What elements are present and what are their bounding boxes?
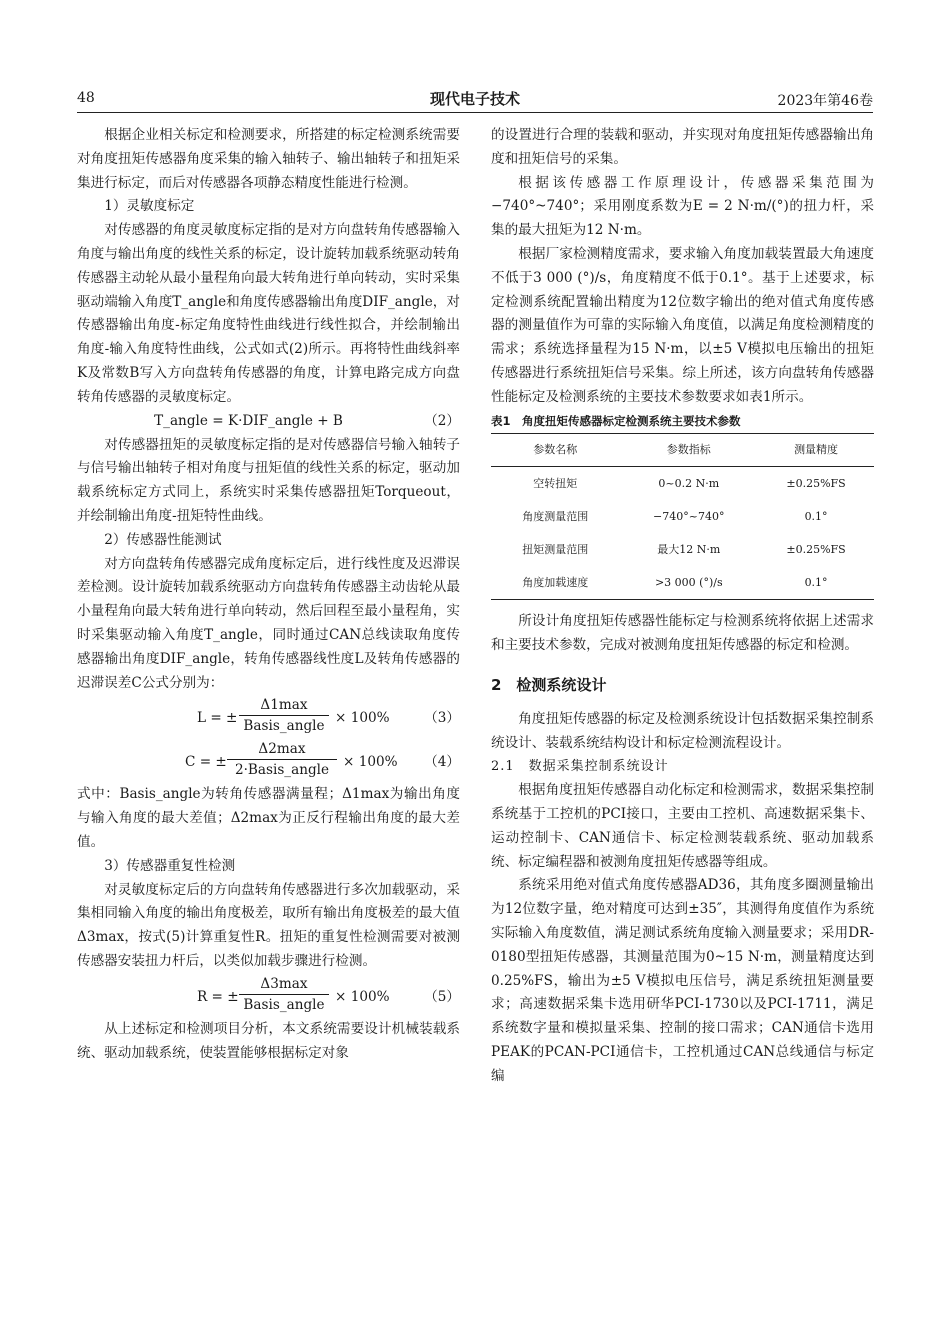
paragraph: 根据角度扭矩传感器自动化标定和检测需求，数据采集控制系统基于工控机的PCI接口，主要由工控机、高速数据采集卡、运动控制卡、CAN通信卡、标定检测装载系统、驱动加载系统、标定编程器和被测角度扭矩传感器等组成。 — [491, 782, 874, 870]
formula-5 — [77, 974, 460, 1018]
formula-fraction — [227, 739, 337, 780]
right-column — [491, 124, 874, 1089]
formula-expression: T_angle = K·DIF_angle + B — [154, 412, 343, 429]
formula-number: （2） — [424, 412, 460, 429]
fraction-denominator: Basis_angle — [243, 718, 325, 735]
paragraph: 所设计角度扭矩传感器性能标定与检测系统将依据上述需求和主要技术参数，完成对被测角度扭矩传感器的标定和检测。 — [491, 613, 874, 654]
table-cell: 角度加载速度 — [491, 566, 619, 600]
table-cell: 0~0.2 N·m — [658, 476, 720, 490]
table-cell: 扭矩测量范围 — [522, 542, 589, 556]
formula-3 — [77, 695, 460, 739]
table-cell: 0.1° — [758, 566, 874, 600]
table-header-cell: 参数名称 — [491, 434, 619, 467]
table-cell: ±0.25%FS — [786, 476, 846, 490]
paragraph: 根据厂家检测精度需求，要求输入角度加载装置最大角速度不低于3 000 (°)/s，角度精度不低于0.1°。基于上述要求，标定检测系统配置输出精度为12位数字输出的绝对值式角度传感器的测量值作为可靠的实际输入角度值，以满足角度检测精度的需求；系统选择量程为15 N·m，以±5 V模拟电压输出的扭矩传感器进行系统扭矩信号采集。综上所述，该方向盘转角传感器性能标定及检测系统的主要技术参数要求如表1所示。 — [491, 245, 874, 405]
paragraph: 对灵敏度标定后的方向盘转角传感器进行多次加载驱动，采集相同输入角度的输出角度极差，取所有输出角度极差的最大值Δ3max，按式(5)计算重复性R。扭矩的重复性检测需要对被测传感器安装扭力杆后，以类似加载步骤进行检测。 — [77, 881, 460, 969]
paragraph: 对传感器的角度灵敏度标定指的是对方向盘转角传感器输入角度与输出角度的线性关系的标定，设计旋转加载系统驱动转角传感器主动轮从最小量程角向最大转角进行单向转动，实时采集驱动端输入角度T_angle和角度传感器输出角度DIF_angle，对传感器输出角度-标定角度特性曲线进行线性拟合，并绘制输出角度-输入角度特性曲线，公式如式(2)所示。再将特性曲线斜率K及常数B写入方向盘转角传感器的角度，计算电路完成方向盘转角传感器的灵敏度标定。 — [77, 222, 460, 405]
paragraph: 根据企业相关标定和检测要求，所搭建的标定检测系统需要对角度扭矩传感器角度采集的输入轴转子、输出轴转子和扭矩采集进行标定，而后对传感器各项静态精度性能进行检测。 — [77, 127, 460, 191]
paragraph: 式中：Basis_angle为转角传感器满量程；Δ1max为输出角度与输入角度的最大差值；Δ2max为正反行程输出角度的最大差值。 — [77, 786, 460, 850]
section-heading: 2 检测系统设计 — [491, 675, 607, 694]
left-column — [77, 124, 460, 1065]
paragraph: 对方向盘转角传感器完成角度标定后，进行线性度及迟滞误差检测。设计旋转加载系统驱动方向盘转角传感器主动齿轮从最小量程角向最大转角进行单向转动，然后回程至最小量程角，实时采集驱动输入角度T_angle，同时通过CAN总线读取角度传感器输出角度DIF_angle，转角传感器线性度L及转角传感器的迟滞误差C公式分别为： — [77, 555, 460, 691]
subsection-heading: 2）传感器性能测试 — [104, 531, 222, 548]
formula-fraction — [239, 974, 329, 1015]
paragraph: 系统采用绝对值式角度传感器AD36，其角度多圈测量输出为12位数字量，绝对精度可达到±35″，其测得角度值作为系统实际输入角度数值，满足测试系统角度输入测量要求；采用DR-0180型扭矩传感器，其测量范围为0~15 N·m，测量精度达到0.25%FS，输出为±5 V模拟电压信号，满足系统扭矩测量要求；高速数据采集卡选用研华PCI-1730以及PCI-1711，满足系统数字量和模拟量采集、控制的接口需求；CAN通信卡选用PEAK的PCAN-PCI通信卡，工控机通过CAN总线通信与标定编 — [491, 877, 874, 1084]
subsection-heading: 2.1 数据采集控制系统设计 — [491, 759, 669, 775]
issue-label: 2023年第46卷 — [777, 93, 873, 109]
table-header-cell: 参数指标 — [619, 434, 758, 467]
table-row — [491, 533, 874, 566]
table-row — [491, 500, 874, 533]
formula-rhs: × 100% — [335, 710, 390, 727]
table-caption: 表1 角度扭矩传感器标定检测系统主要技术参数 — [491, 413, 741, 428]
formula-lhs: R = ± — [197, 988, 239, 1005]
table-cell: 空转扭矩 — [533, 476, 578, 490]
table-cell: −740°~740° — [653, 509, 725, 523]
subsection-heading: 1）灵敏度标定 — [104, 198, 195, 215]
fraction-numerator: Δ1max — [239, 695, 329, 716]
table-header-cell: 测量精度 — [758, 434, 874, 467]
formula-4 — [77, 739, 460, 783]
table-cell: ±0.25%FS — [786, 542, 846, 556]
fraction-numerator: Δ3max — [239, 974, 329, 995]
fraction-numerator: Δ2max — [227, 739, 337, 760]
paragraph: 从上述标定和检测项目分析，本文系统需要设计机械装载系统、驱动加载系统，使装置能够根据标定对象 — [77, 1020, 460, 1061]
spec-table — [491, 433, 874, 600]
formula-lhs: C = ± — [185, 754, 227, 771]
fraction-denominator: 2·Basis_angle — [234, 762, 330, 779]
journal-title: 现代电子技术 — [429, 90, 520, 108]
formula-fraction — [239, 695, 329, 736]
table-cell: 角度测量范围 — [522, 509, 589, 523]
table-cell: 0.1° — [804, 509, 828, 523]
formula-2 — [77, 410, 460, 434]
formula-lhs: L = ± — [197, 710, 238, 727]
table-row — [491, 467, 874, 501]
fraction-denominator: Basis_angle — [243, 996, 325, 1013]
formula-number: （5） — [424, 988, 460, 1005]
paragraph: 的设置进行合理的装载和驱动，并实现对角度扭矩传感器输出角度和扭矩信号的采集。 — [491, 127, 874, 167]
page-header — [77, 86, 873, 113]
formula-number: （4） — [424, 754, 460, 771]
paragraph: 根据该传感器工作原理设计，传感器采集范围为−740°~740°；采用刚度系数为E = 2 N·m/(°)的扭力杆，采集的最大扭矩为12 N·m。 — [491, 174, 874, 239]
table-row — [491, 566, 874, 600]
table-cell: 最大12 N·m — [657, 542, 721, 556]
subsection-heading: 3）传感器重复性检测 — [104, 857, 236, 874]
formula-rhs: × 100% — [335, 988, 390, 1005]
formula-rhs: × 100% — [343, 754, 398, 771]
paragraph: 角度扭矩传感器的标定及检测系统设计包括数据采集控制系统设计、装载系统结构设计和标定检测流程设计。 — [491, 710, 874, 751]
formula-number: （3） — [424, 710, 460, 727]
table-header-row — [491, 434, 874, 467]
paragraph: 对传感器扭矩的灵敏度标定指的是对传感器信号输入轴转子与信号输出轴转子相对角度与扭矩值的线性关系的标定，驱动加载系统标定方式同上，系统实时采集传感器扭矩Torqueout，并绘制输出角度-扭矩特性曲线。 — [77, 436, 460, 524]
page-number: 48 — [77, 90, 95, 106]
table-cell: >3 000 (°)/s — [619, 566, 758, 600]
